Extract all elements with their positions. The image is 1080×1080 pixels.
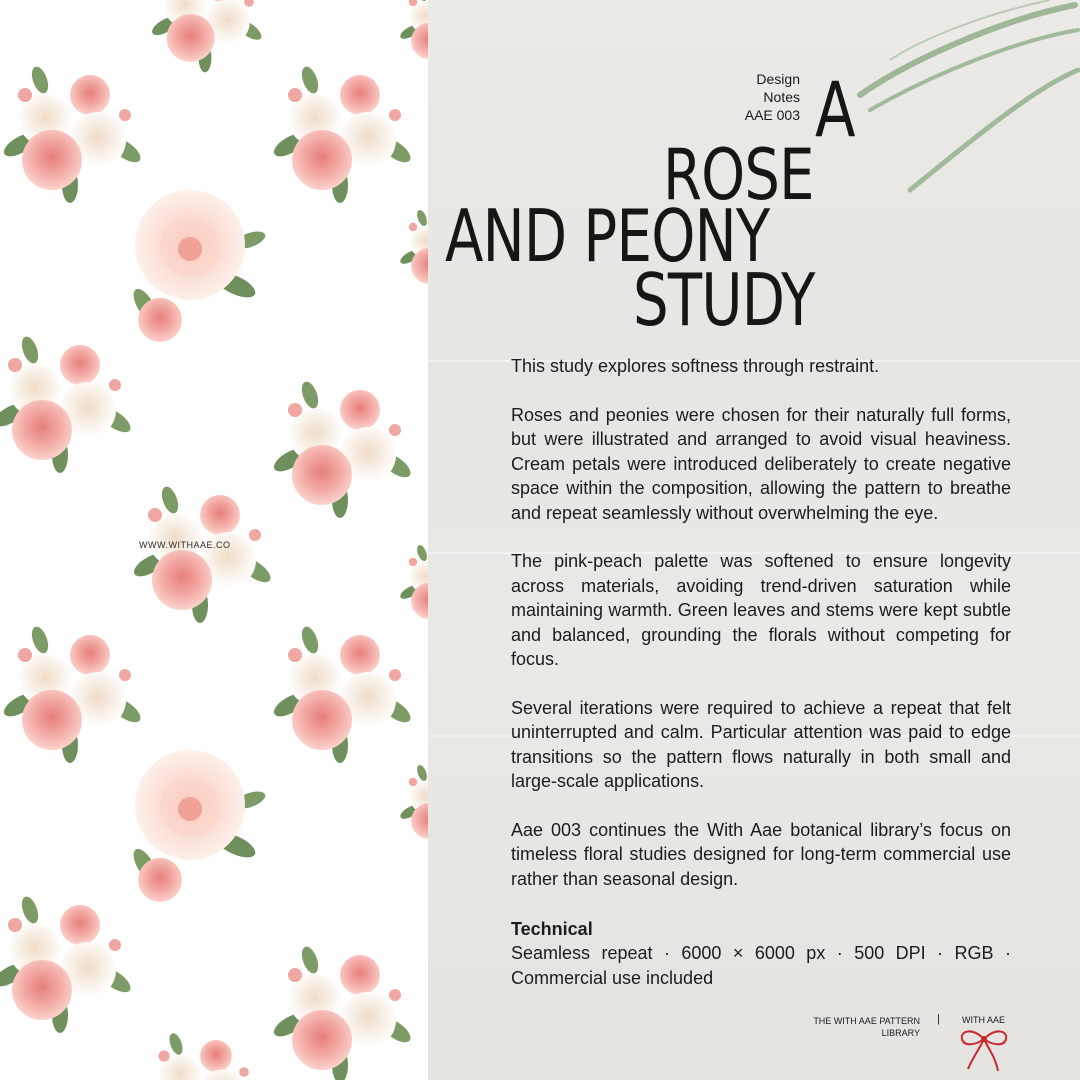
library-label: THE WITH AAE PATTERN LIBRARY (813, 1016, 920, 1038)
green-brush-stroke (850, 0, 1080, 210)
body-paragraph: The pink-peach palette was softened to ensure longevity across materials, avoiding trend-driven saturation while maintaining warmth. Green leaves and stems were kept subtle and balanced, grounding the florals without competing for focus. (511, 551, 1011, 669)
footer-divider: | (937, 1013, 940, 1025)
design-notes-line: AAE 003 (744, 107, 800, 123)
title-line-rose: ROSE (663, 134, 814, 216)
intro-paragraph: This study explores softness through restraint. (511, 356, 880, 376)
floral-pattern-panel (0, 0, 428, 1080)
design-notes-label (700, 70, 800, 124)
design-notes-line: Notes (763, 89, 800, 105)
website-watermark: WWW.WITHAAE.CO (139, 540, 231, 550)
red-bow-icon (958, 1027, 1010, 1073)
title-line-a: A (815, 65, 855, 154)
design-notes-line: Design (756, 71, 800, 87)
body-paragraph: Aae 003 continues the With Aae botanical library’s focus on timeless floral studies designed for long-term commercial use rather than seasonal design. (511, 819, 1011, 889)
technical-heading: Technical (511, 919, 593, 939)
title-line-and-peony: AND PEONY (445, 194, 770, 278)
description-body (511, 354, 1011, 990)
technical-details: Seamless repeat · 6000 × 6000 px · 500 DPI · RGB · Commercial use included (511, 943, 1011, 988)
body-paragraph: Roses and peonies were chosen for their naturally full forms, but were illustrated and arranged to avoid visual heaviness. Cream petals were introduced deliberately to create negative space within the composition, allowing the pattern to breathe and repeat seamlessly without overwhelming the eye. (511, 404, 1011, 523)
brand-label: WITH AAE (962, 1015, 1006, 1025)
title-line-study: STUDY (633, 258, 815, 342)
body-paragraph: Several iterations were required to achieve a repeat that felt uninterrupted and calm. Particular attention was paid to edge transitions so the pattern flows naturally in both small and large-scale applications. (511, 697, 1011, 791)
